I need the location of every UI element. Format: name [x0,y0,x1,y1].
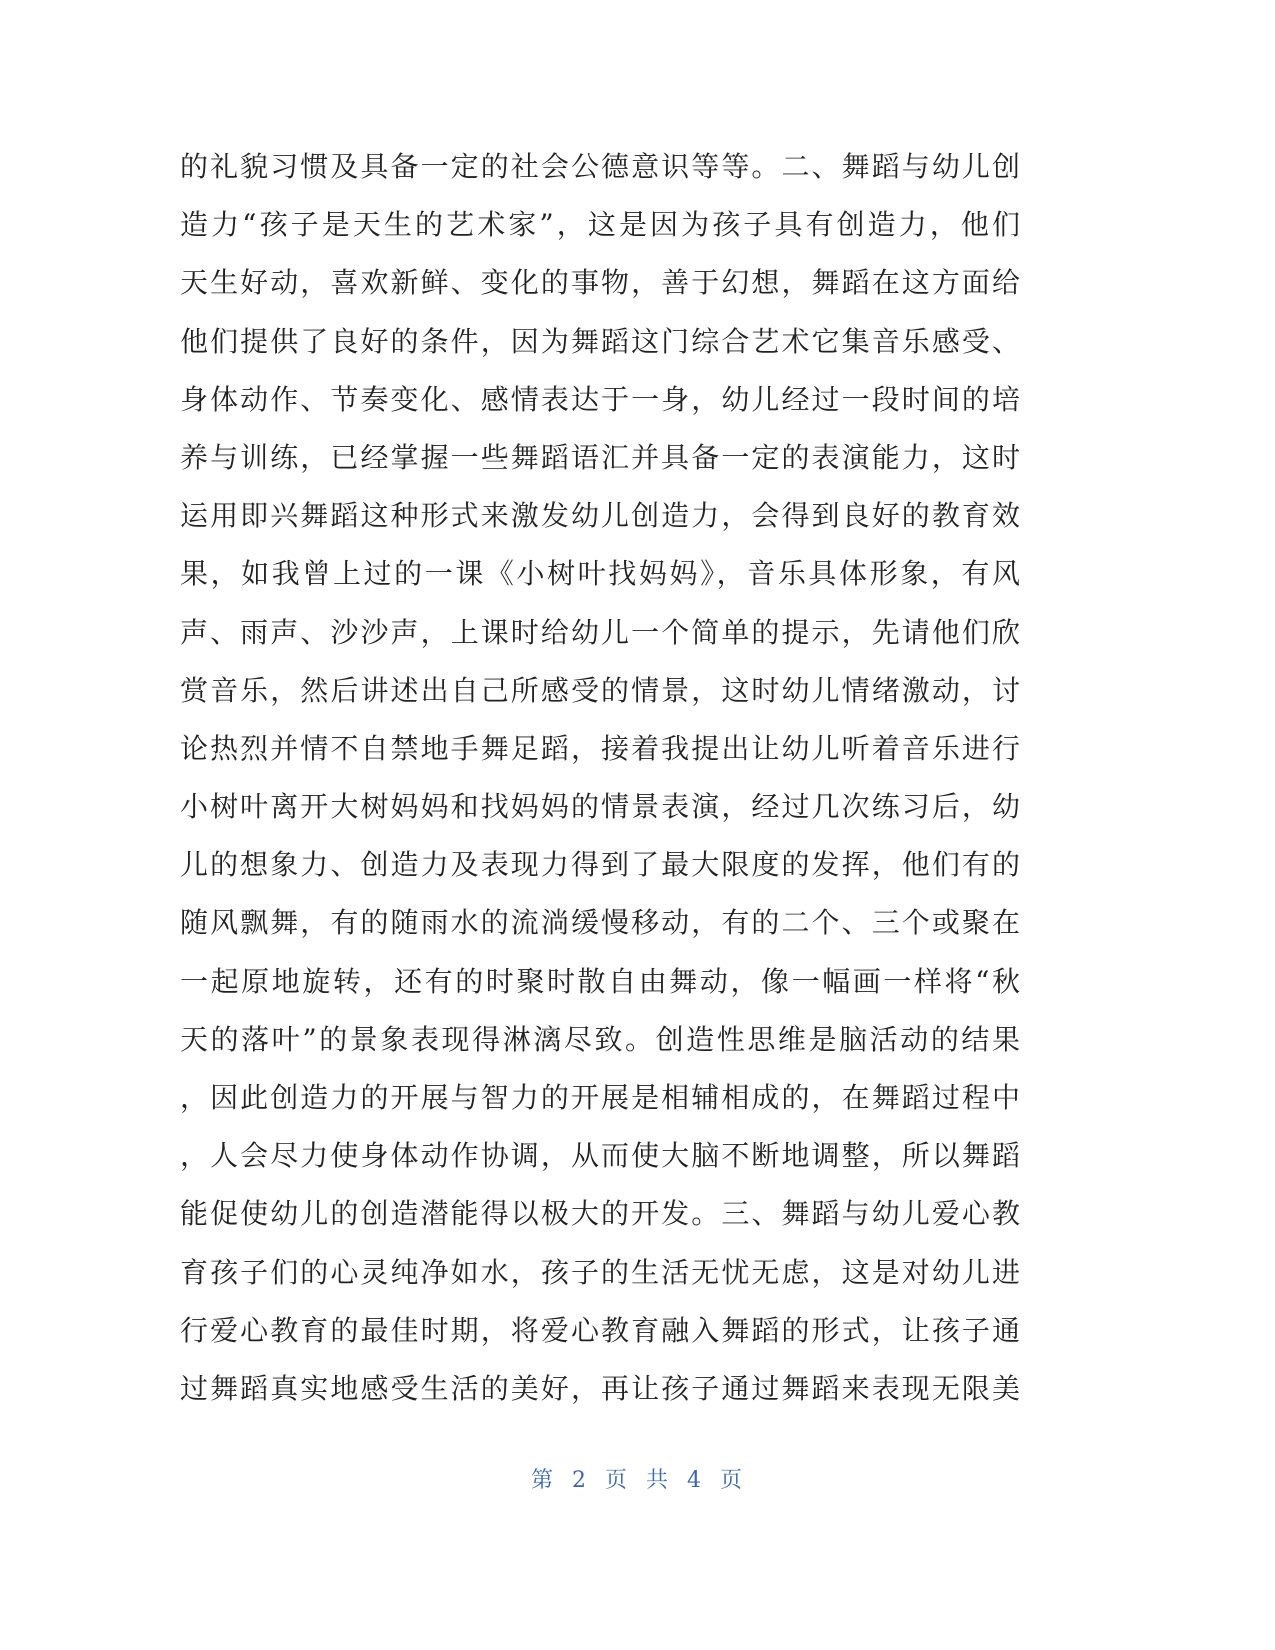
text-line: 论热烈并情不自禁地手舞足蹈，接着我提出让幼儿听着音乐进行 [180,731,1020,765]
text-line: 的礼貌习惯及具备一定的社会公德意识等等。二、舞蹈与幼儿创 [180,150,1020,183]
footer-page-unit: 页 [604,1468,629,1493]
text-line: 行爱心教育的最佳时期，将爱心教育融入舞蹈的形式，让孩子通 [180,1313,1020,1347]
text-line: 运用即兴舞蹈这种形式来激发幼儿创造力，会得到良好的教育效 [180,499,1020,533]
text-line: ，人会尽力使身体动作协调，从而使大脑不断地调整，所以舞蹈 [180,1139,1020,1173]
text-line: 声、雨声、沙沙声，上课时给幼儿一个简单的提示，先请他们欣 [180,615,1020,649]
text-line: 一起原地旋转，还有的时聚时散自由舞动，像一幅画一样将“秋 [180,964,1020,998]
footer-total-unit: 页 [720,1468,745,1493]
footer-prefix: 第 [530,1468,555,1493]
text-line: 育孩子们的心灵纯净如水，孩子的生活无忧无虑，这是对幼儿进 [180,1255,1020,1289]
text-line: 身体动作、节奏变化、感情表达于一身，幼儿经过一段时间的培 [180,382,1020,416]
text-line: 造力“孩子是天生的艺术家”，这是因为孩子具有创造力，他们 [180,208,1020,242]
text-line: 赏音乐，然后讲述出自己所感受的情景，这时幼儿情绪激动，讨 [180,673,1020,707]
text-line: 儿的想象力、创造力及表现力得到了最大限度的发挥，他们有的 [180,848,1020,882]
text-line: 小树叶离开大树妈妈和找妈妈的情景表演，经过几次练习后，幼 [180,790,1020,824]
text-line: 果，如我曾上过的一课《小树叶找妈妈》，音乐具体形象，有风 [180,557,1020,591]
text-line: 天的落叶”的景象表现得淋漓尽致。创造性思维是脑活动的结果 [180,1022,1020,1056]
footer-total-label: 共 [646,1468,671,1493]
text-line: 能促使幼儿的创造潜能得以极大的开发。三、舞蹈与幼儿爱心教 [180,1197,1020,1231]
text-line: 随风飘舞，有的随雨水的流淌缓慢移动，有的二个、三个或聚在 [180,906,1020,940]
text-line: 天生好动，喜欢新鲜、变化的事物，善于幻想，舞蹈在这方面给 [180,266,1020,300]
page-footer [0,1463,1275,1494]
text-line: ，因此创造力的开展与智力的开展是相辅相成的，在舞蹈过程中 [180,1081,1020,1114]
text-line: 养与训练，已经掌握一些舞蹈语汇并具备一定的表演能力，这时 [180,440,1020,474]
footer-current-page: 2 [571,1468,588,1493]
text-line: 他们提供了良好的条件，因为舞蹈这门综合艺术它集音乐感受、 [180,324,1020,358]
text-line: 过舞蹈真实地感受生活的美好，再让孩子通过舞蹈来表现无限美 [180,1371,1020,1405]
body-text [180,138,1020,1418]
footer-total-pages: 4 [687,1468,704,1493]
